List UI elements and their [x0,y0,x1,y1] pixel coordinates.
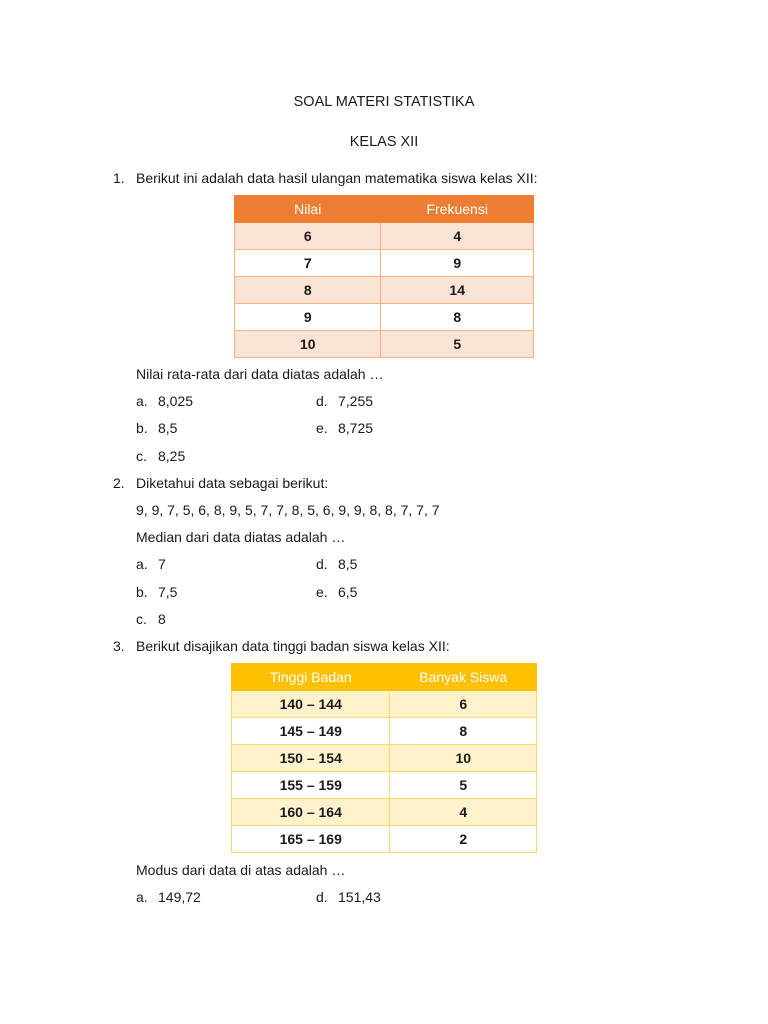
option-value: 7,255 [338,393,374,409]
option-letter: e. [316,420,328,436]
answer-option [136,611,166,627]
answer-option [136,889,201,905]
option-value: 8 [158,611,166,627]
table-cell: 155 – 159 [232,772,390,799]
table-cell: 145 – 149 [232,718,390,745]
table-cell: 6 [235,223,381,250]
table-row [235,304,534,331]
option-letter: a. [136,393,148,409]
option-value: 8,25 [158,448,186,464]
document-subtitle: KELAS XII [349,134,419,150]
answer-option [136,584,177,600]
option-letter: d. [316,889,328,905]
answer-option [316,420,373,436]
table-row [232,799,537,826]
table-header-row [232,664,537,691]
option-value: 8,025 [158,393,194,409]
option-letter: b. [136,584,148,600]
option-value: 7,5 [158,584,178,600]
table-row [235,331,534,358]
table-row [232,718,537,745]
table-cell: 4 [381,223,534,250]
option-value: 151,43 [338,889,381,905]
table-header-cell: Banyak Siswa [390,664,537,691]
answer-option [136,448,185,464]
option-letter: a. [136,889,148,905]
option-value: 8,5 [338,556,358,572]
height-distribution-table [231,663,537,853]
question-text: Berikut ini adalah data hasil ulangan matematika siswa kelas XII: [136,170,538,186]
table-cell: 140 – 144 [232,691,390,718]
table-cell: 14 [381,277,534,304]
table-cell: 2 [390,826,537,853]
question-text: Diketahui data sebagai berikut: [136,475,329,491]
table-cell: 9 [235,304,381,331]
table-cell: 165 – 169 [232,826,390,853]
option-letter: d. [316,393,328,409]
question-number: 2. [113,475,125,491]
table-row [235,250,534,277]
table-cell: 4 [390,799,537,826]
table-cell: 5 [381,331,534,358]
option-letter: b. [136,420,148,436]
table-row [232,772,537,799]
option-value: 8,725 [338,420,374,436]
table-row [232,745,537,772]
table-row [232,691,537,718]
table-cell: 6 [390,691,537,718]
question-number: 1. [113,170,125,186]
option-letter: c. [136,448,147,464]
score-frequency-table [234,195,534,358]
table-cell: 10 [390,745,537,772]
table-cell: 8 [390,718,537,745]
table-cell: 10 [235,331,381,358]
option-letter: a. [136,556,148,572]
answer-option [136,556,166,572]
answer-option [316,889,381,905]
option-value: 149,72 [158,889,201,905]
question-prompt: Nilai rata-rata dari data diatas adalah … [136,366,384,382]
option-letter: e. [316,584,328,600]
table-cell: 150 – 154 [232,745,390,772]
table-header-cell: Tinggi Badan [232,664,390,691]
answer-option [136,420,177,436]
table-header-cell: Nilai [235,196,381,223]
table-cell: 160 – 164 [232,799,390,826]
table-header-cell: Frekuensi [381,196,534,223]
table-cell: 9 [381,250,534,277]
document-title: SOAL MATERI STATISTIKA [293,94,475,110]
table-row [235,223,534,250]
answer-option [316,584,357,600]
table-cell: 8 [235,277,381,304]
table-row [235,277,534,304]
table-header-row [235,196,534,223]
option-letter: c. [136,611,147,627]
answer-option [136,393,193,409]
table-cell: 7 [235,250,381,277]
option-value: 7 [158,556,166,572]
option-letter: d. [316,556,328,572]
answer-option [316,393,373,409]
option-value: 8,5 [158,420,178,436]
data-values: 9, 9, 7, 5, 6, 8, 9, 5, 7, 7, 8, 5, 6, 9, 9, 8, 8, 7, 7, 7 [136,502,440,518]
option-value: 6,5 [338,584,358,600]
table-row [232,826,537,853]
question-text: Berikut disajikan data tinggi badan siswa kelas XII: [136,638,450,654]
answer-option [316,556,357,572]
table-cell: 8 [381,304,534,331]
question-prompt: Median dari data diatas adalah … [136,529,346,545]
question-prompt: Modus dari data di atas adalah … [136,862,346,878]
question-number: 3. [113,638,125,654]
table-cell: 5 [390,772,537,799]
